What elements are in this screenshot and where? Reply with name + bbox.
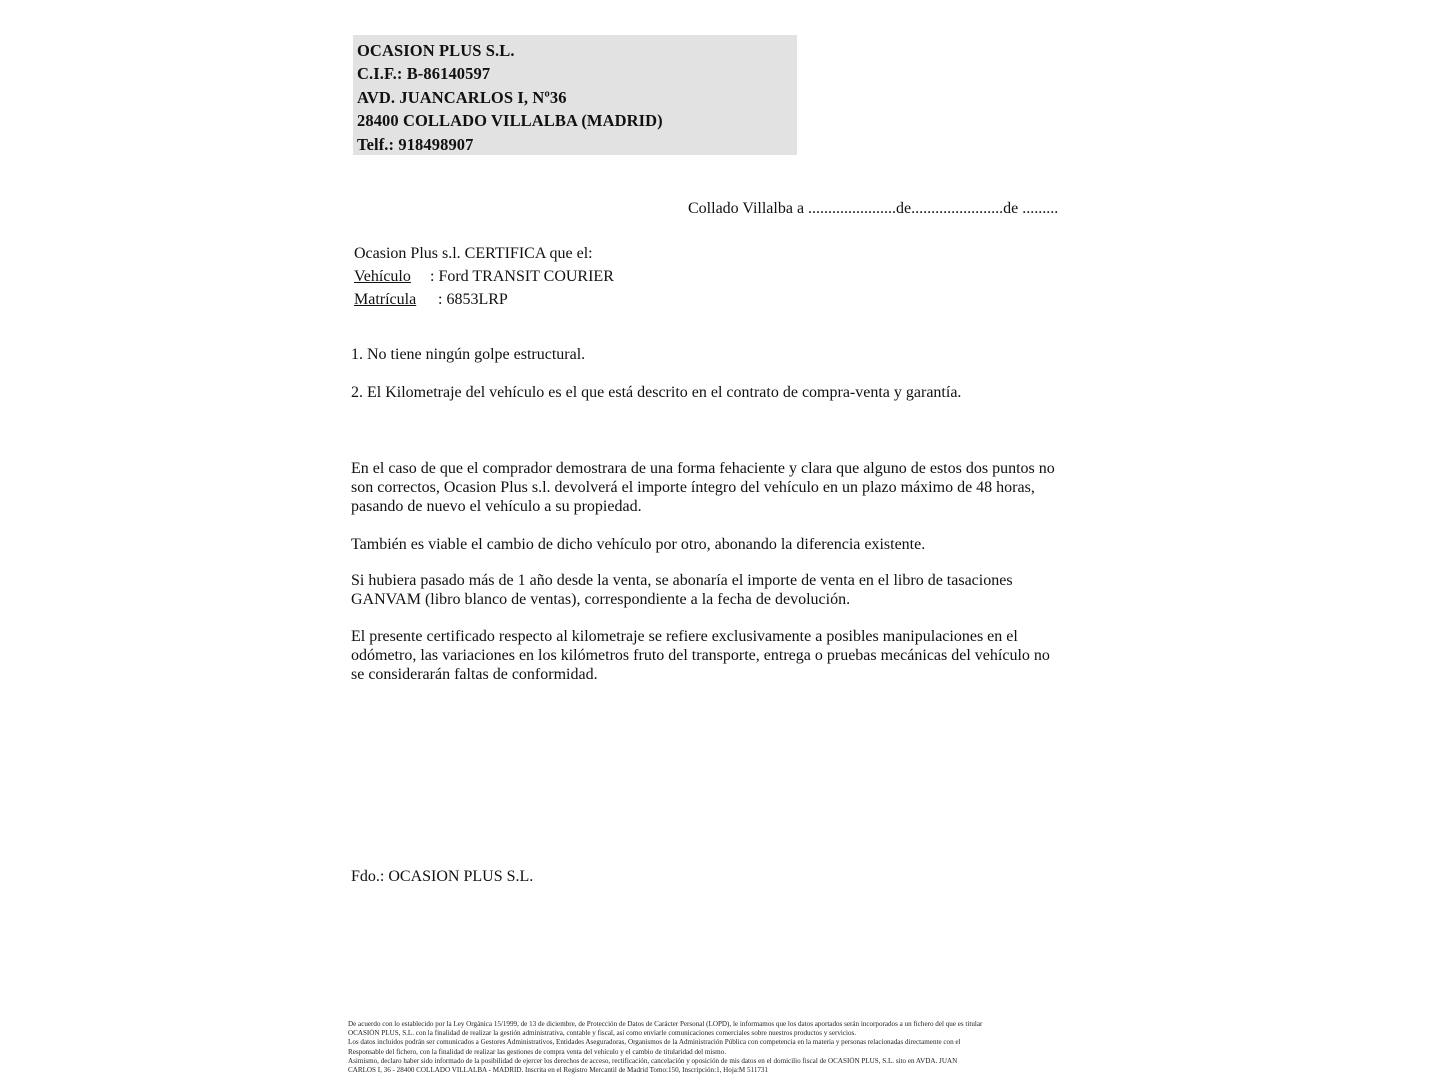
item-structural: 1. No tiene ningún golpe estructural. (351, 346, 586, 363)
legal-line: OCASIÓN PLUS, S.L. con la finalidad de realizar la gestión administrativa, contable y fiscal, así como enviarle comunicaciones comerciales sobre nuestros productos y servicios. (348, 1029, 857, 1038)
paragraph-refund (351, 459, 1091, 516)
plate-label: Matrícula (354, 291, 417, 308)
item-mileage: 2. El Kilometraje del vehículo es el que está descrito en el contrato de compra-venta y garantía. (351, 384, 962, 401)
paragraph-line: se considerarán faltas de conformidad. (351, 666, 598, 683)
paragraph-line: son correctos, Ocasion Plus s.l. devolverá el importe íntegro del vehículo en un plazo máximo de 48 horas, (351, 479, 1035, 496)
plate-value: : 6853LRP (438, 291, 508, 308)
date-line: Collado Villalba a ......................de.......................de ......... (688, 200, 1059, 217)
company-city: 28400 COLLADO VILLALBA (MADRID) (357, 111, 663, 131)
legal-line: Los datos incluidos podrán ser comunicados a Gestores Administrativos, Entidades Aseguradoras, Organismos de la Administración Pública con competencia en la materia y personas relacionadas directamente con el (348, 1038, 961, 1047)
company-name: OCASION PLUS S.L. (357, 41, 515, 60)
certificate-block (354, 242, 614, 311)
certificate-intro: Ocasion Plus s.l. CERTIFICA que el: (354, 245, 593, 262)
company-phone: Telf.: 918498907 (357, 134, 474, 154)
paragraph-line: El presente certificado respecto al kilometraje se refiere exclusivamente a posibles manipulaciones en el (351, 628, 1018, 645)
paragraph-line: También es viable el cambio de dicho vehículo por otro, abonando la diferencia existente. (351, 536, 926, 553)
legal-line: Asimismo, declaro haber sido informado de la posibilidad de ejercer los derechos de acceso, rectificación, cancelación y oposición de mis datos en el domicilio fiscal de OCASIÓN PLUS, S.L. sito en AVDA. JUAN (348, 1056, 958, 1065)
vehicle-label: Vehículo (354, 268, 411, 285)
company-header-box (353, 35, 797, 155)
plate-row (354, 288, 614, 311)
signature-line: Fdo.: OCASION PLUS S.L. (351, 868, 534, 885)
company-address: AVD. JUANCARLOS I, Nº36 (357, 87, 567, 107)
vehicle-row (354, 265, 614, 288)
paragraph-line: En el caso de que el comprador demostrara de una forma fehaciente y clara que alguno de estos dos puntos no (351, 460, 1055, 477)
legal-notice (348, 1020, 1098, 1075)
vehicle-value: : Ford TRANSIT COURIER (430, 268, 614, 285)
paragraph-line: GANVAM (libro blanco de ventas), correspondiente a la fecha de devolución. (351, 591, 851, 608)
paragraph-ganvam (351, 571, 1091, 609)
paragraph-line: pasando de nuevo el vehículo a su propiedad. (351, 498, 642, 515)
legal-line: De acuerdo con lo establecido por la Ley Orgánica 15/1999, de 13 de diciembre, de Protección de Datos de Carácter Personal (LOPD), le informamos que los datos aportados serán incorporados a un fichero del que es titular (348, 1020, 983, 1028)
paragraph-line: odómetro, las variaciones en los kilómetros fruto del transporte, entrega o pruebas mecánicas del vehículo no (351, 647, 1050, 664)
paragraph-odometer (351, 627, 1091, 684)
paragraph-exchange (351, 535, 1091, 554)
paragraph-line: Si hubiera pasado más de 1 año desde la venta, se abonaría el importe de venta en el libro de tasaciones (351, 572, 1013, 589)
company-cif: C.I.F.: B-86140597 (357, 64, 491, 84)
legal-line: CARLOS I, 36 - 28400 COLLADO VILLALBA - MADRID. Inscrita en el Registro Mercantil de Madrid Tomo:150, Inscripción:1, Hoja:M 511731 (348, 1066, 769, 1075)
legal-line: Responsable del fichero, con la finalidad de realizar las gestiones de compra venta del vehículo y el cambio de titularidad del mismo. (348, 1047, 727, 1056)
